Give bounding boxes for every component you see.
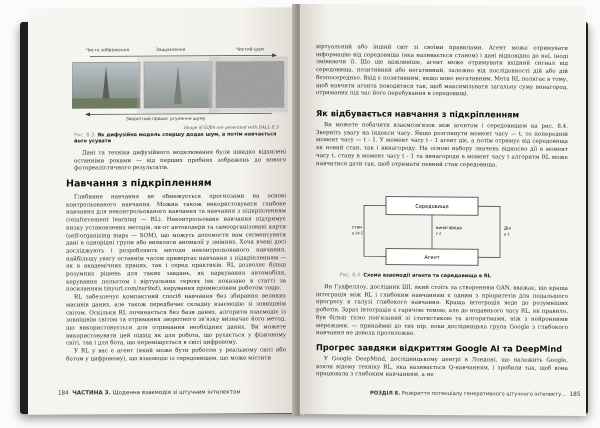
left-footer — [58, 390, 241, 397]
photo-pure-noise — [216, 61, 284, 107]
figure-label-noising: Зашумлення — [156, 47, 186, 54]
action-symbol: a t — [504, 231, 510, 237]
action-label: Дія — [504, 225, 511, 231]
state-label: стан — [352, 224, 363, 230]
left-page — [28, 7, 296, 414]
caption-text: Схема взаємодії агента та середовища в RL — [363, 272, 491, 280]
action-arrow — [478, 206, 500, 257]
body-paragraph-rl: Ви можете побачити взаємозв'язок між агентом і середовищем на рис. 8.4. Зверніть увагу на індекси часу. Якщо розглянути момент часу — t, то попередній момент часу — t - 1. У момент часу t - 1 агент діє, а потім отримує від середовища як новий стан, так і винагороду. На основі набору значень відносно дії в момент часу t, стану в момент часу t - 1 та винагороди в момент часу t алгоритм RL може навчитися дати так, щоб отримати певний стан середовища. — [316, 122, 568, 168]
last-paragraph: У Google DeepMind, дослідницькому центрі в Лондоні, що належить Google, взяли відому техніку RL, яка називається Q-навчанням, і зробили так, щоб вона працювала з глибоким навчанням, а не — [316, 356, 568, 379]
chapter-title: Розкриття потенціалу генеративного штучного інтелекту... — [401, 390, 567, 398]
reward-label: винагорода — [436, 224, 462, 231]
chapter-label: РОЗДІЛ 8. — [370, 390, 401, 397]
figure-caption — [74, 131, 286, 145]
right-footer — [370, 390, 581, 397]
section-heading-rl: Як відбувається навчання з підкріпленням — [316, 108, 520, 120]
part-title: Щоденна взаємодія зі штучним інтелектом — [112, 389, 241, 397]
state-symbol: s t+1 — [352, 230, 364, 236]
caption-number: Рис. 8.4. — [340, 272, 362, 279]
photo-noised — [144, 62, 212, 108]
page-number: 185 — [569, 391, 581, 398]
image-credit: Image of Eiffel are generated with DALL-E 3 — [184, 124, 279, 130]
reward-symbol: r t — [436, 230, 442, 236]
photo-clean — [72, 62, 140, 108]
diffusion-figure — [72, 53, 288, 124]
figure-label-reverse: Зворотний процес усунення шуму — [126, 116, 206, 123]
section-heading-google: Прогрес завдяки відкриттям Google AI та DeepMind — [316, 342, 563, 354]
forward-arrow — [90, 55, 272, 56]
caption-text: Як дифузійна модель спершу додає шум, а потім навчається його усувати — [74, 131, 277, 145]
right-page — [300, 4, 586, 416]
body-text — [66, 193, 286, 364]
section-heading: Навчання з підкріпленням — [66, 177, 212, 190]
body-paragraph: RL забезпечує компактний спосіб навчання без збирання великих масивів даних, але також передбачає складну взаємодію зі зовнішнім світом. Оскільки RL починається без бази даних, алгоритм взаємодіє із зовнішнім світом та отримання зворотного зв'язку визначає його метод, що використовується для отримання необхідних даних. Ви можете використовувати цей підхід як для робота, що рухається у фізичному світі, так і для бота, що переміщується в світі цифровому. — [66, 293, 286, 347]
figure-caption-right — [340, 272, 560, 280]
part-label: ЧАСТИНА 3. — [72, 390, 111, 397]
state-arrow — [364, 205, 386, 256]
agent-environment-diagram — [350, 192, 526, 271]
top-paragraph: віртуальний або інший світ зі своїми правилами. Агент може отримувати інформацію від середовища (яка називається станом) і дані відповідно до неї, іноді змінюючи її. Що ще важливіше, агент може отримувати вхідний сигнал від середовища, позитивний або негативний, залежно від послідовності дій або дій безпосередньо. Вхід є позитивним, якщо воно негативним. Мета RL полягає в тому, щоб навчити агента поводитися так, щоб максимізувати загальну суму винагород, отриманих під час його перебування в середовищі. — [316, 44, 568, 98]
body-paragraph: Глибинне навчання не обмежується прогнозами на основі контрольованого навчання. Можна також використовувати глибоке навчання для неконтрольованого навчання та навчання з підкріпленням (reinforcement learning — RL). Неконтрольоване навчання підтримує низку установлених методів, як-от автокодери та самоорганізовані карти (self-organizing maps — SOM), що можуть допомогти вам сегментувати дані в однорідні групи або виявляти аномалії у змінних. Хоча вчені досі досліджують і розробляють методи неконтрольованого навчання, найбільшу увагу останнім часом привертає навчання з підкріпленням — як в академічних працях, так і серед практиків. RL дозволяє більш розумних рішень для таких завдань, як паркування автомобіля, керування польотом і віртуальних героях (як показано в статті за посиланням tinyurl.com/nsr9xd), керування промисловим роботом тощо. — [66, 193, 286, 293]
body-paragraph: У RL у вас є агент (який може бути роботом у реальному світі або ботом у цифровому), що взаємодіє із середовищем, що може містити — [66, 347, 286, 363]
page-number: 184 — [58, 390, 69, 397]
intro-paragraph: Дані та техніка дифузійного моделювання були швидко відхилені останніми роками — від перших пробних зображень до нового фотореалістичного результатів. — [74, 149, 286, 172]
environment-label: Середовище — [415, 203, 449, 211]
agent-label: Агент — [424, 254, 440, 261]
caption-number: Рис. 8.3. — [74, 132, 96, 139]
reverse-arrow — [90, 113, 272, 114]
after-paragraph: Ян Гудфеллоу, дослідник ШІ, який стоїть за створенням GAN, вважає, що краща інтеграція між RL і глибоким навчанням є одним з пріоритетів для подальшого прогресу в галузі глибокого навчання. Краща інтеграція веде до розумніших роботів. Зараз інтеграція є гарячою темою, але до недавнього часу RL, як правило, був більш тісно пов'язаний зі статистикою та алгоритмами, ніж з нейронними мережами, — принаймні до тих пір, поки дослідницька група Google з глибокого навчання не довела протилежне. — [316, 284, 568, 338]
figure-label-clean-image: Чисте зображення — [86, 48, 130, 54]
figure-label-pure-noise: Чистий шум — [236, 47, 264, 53]
